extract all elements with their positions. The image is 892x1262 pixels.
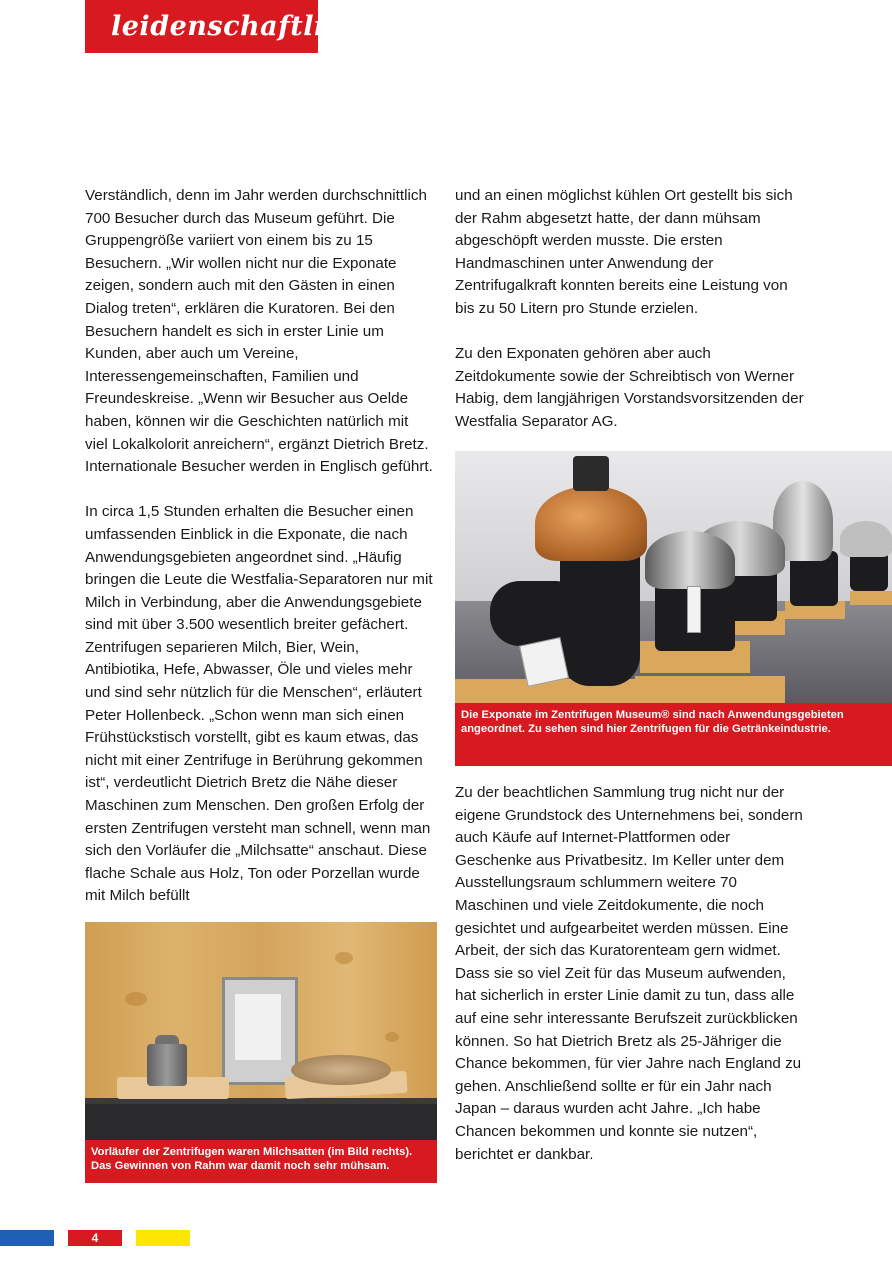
right-paragraph-1: und an einen möglichst kühlen Ort gestellt bis sich der Rahm abgesetzt hatte, der dann mühsam abgeschöpft werden musste. Die ersten Handmaschinen unter Anwendung der Zentrifugalkraft konnten bereits eine Leistung von bis zu 50 Litern pro Stunde erzielen. (455, 187, 793, 317)
right-column-top (455, 185, 811, 434)
milk-bowls-photo (85, 922, 437, 1140)
section-title: leidenschaftlich (111, 11, 362, 42)
centrifuge-caption-text: Die Exponate im Zentrifugen Museum® sind nach Anwendungsgebieten angeordnet. Zu sehen sind hier Zentrifugen für die Getränkeindustrie. (461, 709, 844, 735)
footer-blue-bar (0, 1230, 54, 1246)
centrifuge-photo-caption (455, 703, 892, 766)
right-paragraph-3: Zu der beachtlichen Sammlung trug nicht nur der eigene Grundstock des Unternehmens bei, sondern auch Käufe auf Internet-Plattformen oder Geschenke aus Privatbesitz. Im Keller unter dem Ausstellungsraum schlummern weitere 70 Maschinen und viele Zeitdokumente, die noch gesichtet und aufgearbeitet werden müssen. Eine Arbeit, der sich das Kuratorenteam gern widmet. Dass sie so viel Zeit für das Museum aufwenden, hat sicherlich in erster Linie damit zu tun, dass alle auf eine sehr interessante Berufszeit zurückblicken können. So hat Dietrich Bretz als 25-Jähriger die Chance bekommen, für vier Jahre nach England zu gehen. Anschließend sollte er für ein Jahr nach Japan – daraus wurden acht Jahre. „Ich habe Chancen bekommen und konnte sie nutzen“, berichtet er dankbar. (455, 784, 803, 1163)
left-paragraph-1: Verständlich, denn im Jahr werden durchschnittlich 700 Besucher durch das Museum geführt. Die Gruppengröße variiert von einem bis zu 15 Besuchern. „Wir wollen nicht nur die Exponate zeigen, sondern auch mit den Gästen in einen Dialog treten“, erklären die Kuratoren. Bei den Besuchern handelt es sich in erster Linie um Kunden, aber auch um Vereine, Interessengemeinschaften, Familien und Freundeskreise. „Wenn wir Besucher aus Oelde haben, können wir die Geschichten natürlich mit viel Lokalkolorit anreichern“, ergänzt Dietrich Bretz. Internationale Besucher werden in Englisch geführt. (85, 187, 433, 476)
right-paragraph-2: Zu den Exponaten gehören aber auch Zeitdokumente sowie der Schreibtisch von Werner Habig, dem langjährigen Vorstandsvorsitzenden der Westfalia Separator AG. (455, 345, 804, 430)
milk-bowls-caption-text: Vorläufer der Zentrifugen waren Milchsatten (im Bild rechts). Das Gewinnen von Rahm war damit noch sehr mühsam. (91, 1146, 413, 1172)
section-title-tab (85, 0, 362, 53)
milk-bowls-caption (85, 1140, 437, 1183)
page-number-text: 4 (91, 1231, 99, 1245)
page-number (68, 1230, 122, 1246)
footer-yellow-bar (136, 1230, 190, 1246)
left-paragraph-2: In circa 1,5 Stunden erhalten die Besucher einen umfassenden Einblick in die Exponate, die nach Anwendungsgebieten angeordnet sind. „Häufig bringen die Leute die Westfalia-Separatoren nur mit Milch in Verbindung, aber die Anwendungsgebiete sind mit über 3.500 wesentlich breiter gefächert. Zentrifugen separieren Milch, Bier, Wein, Antibiotika, Hefe, Abwasser, Öle und vieles mehr und sind sehr nützlich für die Menschen“, erläutert Peter Hollenbeck. „Schon wenn man sich einen Frühstückstisch vorstellt, gibt es kaum etwas, das nicht mit einer Zentrifuge in Berührung gekommen ist“, verdeutlicht Dietrich Bretz die Nähe dieser Maschinen zum Menschen. Den großen Erfolg der ersten Zentrifugen versteht man schnell, wenn man sich den Vorläufer die „Milchsatte“ anschaut. Diese flache Schale aus Holz, Ton oder Porzellan wurde mit Milch befüllt (85, 503, 433, 905)
centrifuge-exhibits-photo (455, 451, 892, 703)
right-column-bottom (455, 782, 811, 1166)
left-column (85, 185, 433, 908)
